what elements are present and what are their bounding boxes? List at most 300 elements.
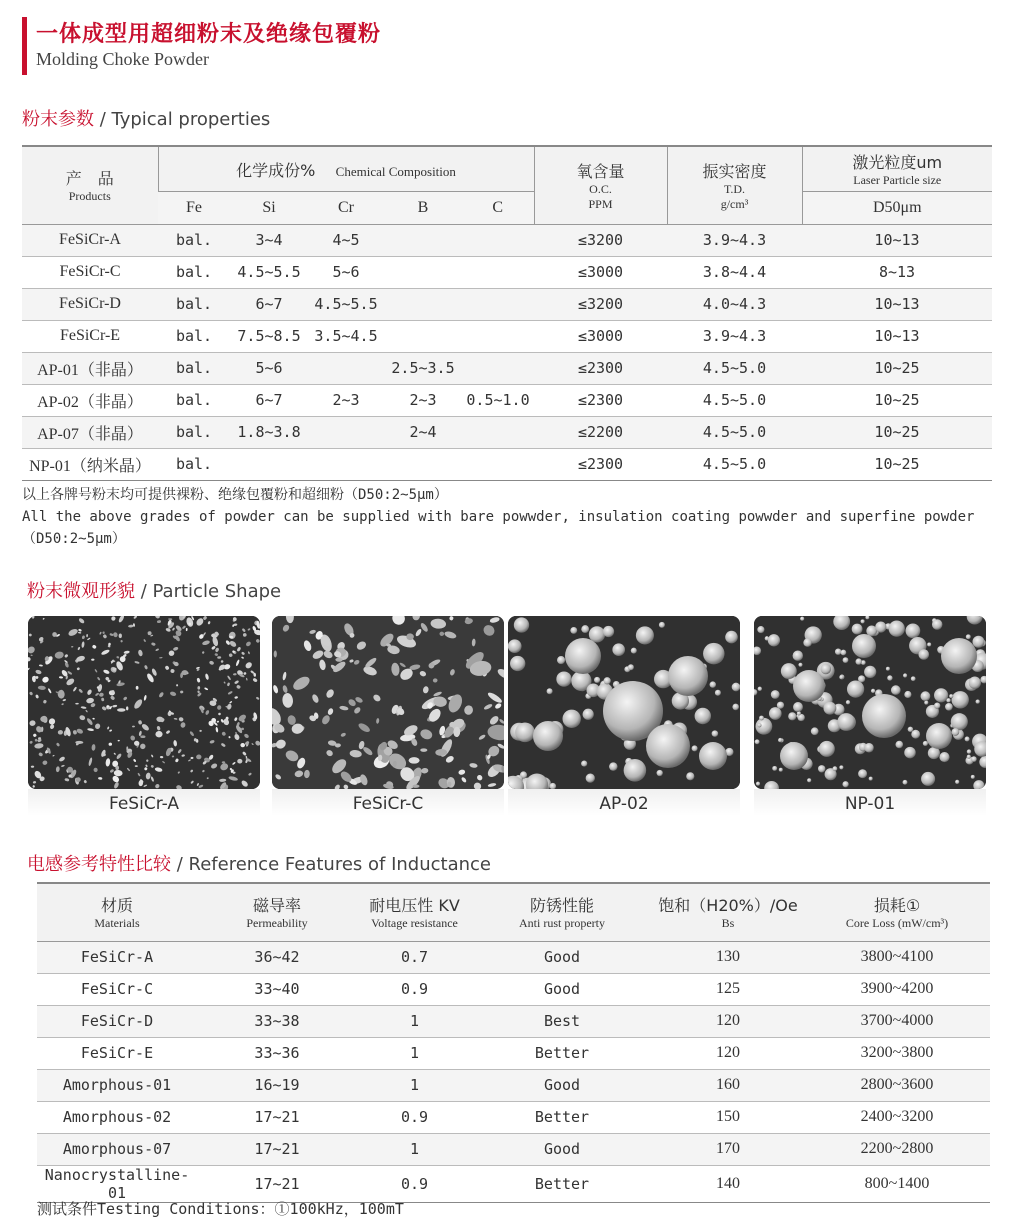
cell-sat: 150	[652, 1101, 804, 1133]
cell-perm: 17~21	[197, 1101, 357, 1133]
particle	[609, 762, 617, 770]
section-reference-features	[27, 850, 491, 876]
cell-volt: 0.9	[357, 1101, 472, 1133]
cell-td: 3.9~4.3	[667, 320, 802, 352]
particle	[906, 623, 921, 638]
cell-c	[462, 256, 534, 288]
cell-d50: 10~25	[802, 448, 992, 480]
cell-loss: 2800~3600	[804, 1069, 990, 1101]
cell-d50: 10~25	[802, 352, 992, 384]
particle	[514, 617, 529, 632]
cell-name: FeSiCr-E	[22, 320, 158, 352]
cell-name: AP-01（非晶）	[22, 352, 158, 384]
th-chemical-composition: 化学成份% Chemical Composition	[158, 146, 534, 192]
particle	[889, 620, 905, 636]
cell-fe: bal.	[158, 448, 230, 480]
cell-sat: 140	[652, 1165, 804, 1202]
particle	[710, 681, 716, 687]
table-row	[22, 384, 992, 416]
particle	[903, 780, 908, 785]
cell-oc: ≤2300	[534, 384, 667, 416]
cell-name: AP-07（非晶）	[22, 416, 158, 448]
cell-loss: 3800~4100	[804, 941, 990, 973]
particle	[557, 656, 565, 664]
particle	[628, 664, 634, 670]
particle	[119, 634, 122, 639]
particle	[798, 663, 802, 667]
particle	[832, 766, 837, 771]
particle	[699, 742, 727, 770]
th-cr: Cr	[308, 192, 384, 224]
cell-td: 4.5~5.0	[667, 352, 802, 384]
particle	[603, 626, 614, 637]
cell-b	[384, 448, 462, 480]
particle	[846, 700, 850, 704]
th-anti-rust: 防锈性能 Anti rust property	[472, 883, 652, 941]
particle	[842, 781, 848, 787]
cell-si: 4.5~5.5	[230, 256, 308, 288]
table-row	[37, 1069, 990, 1101]
particle	[934, 702, 940, 708]
table-row	[37, 1101, 990, 1133]
th-voltage-resistance: 耐电压性 KV Voltage resistance	[357, 883, 472, 941]
particle	[565, 638, 601, 674]
particle	[52, 632, 57, 637]
particle	[911, 730, 920, 739]
particle	[921, 691, 931, 701]
cell-b	[384, 288, 462, 320]
particle	[903, 673, 907, 677]
table-row	[37, 973, 990, 1005]
cell-c: 0.5~1.0	[462, 384, 534, 416]
cell-volt: 1	[357, 1037, 472, 1069]
photo-caption: NP-01	[754, 789, 986, 816]
cell-material: Nanocrystalline-01	[37, 1165, 197, 1202]
cell-cr: 4~5	[308, 224, 384, 256]
particle	[839, 765, 843, 769]
particle	[624, 759, 647, 782]
cell-cr: 5~6	[308, 256, 384, 288]
particle	[140, 735, 145, 738]
cell-d50: 10~13	[802, 320, 992, 352]
cell-sat: 120	[652, 1005, 804, 1037]
table-row	[22, 288, 992, 320]
section-title-cn: 电感参考特性比较	[27, 854, 171, 875]
particle	[852, 624, 863, 635]
cell-rust: Better	[472, 1037, 652, 1069]
table-row	[22, 320, 992, 352]
cell-sat: 125	[652, 973, 804, 1005]
particle	[821, 664, 832, 675]
particle	[934, 688, 948, 702]
cell-si: 1.8~3.8	[230, 416, 308, 448]
cell-volt: 0.9	[357, 973, 472, 1005]
cell-material: FeSiCr-D	[37, 1005, 197, 1037]
particle	[772, 766, 777, 771]
cell-b	[384, 320, 462, 352]
table-row	[22, 448, 992, 480]
cell-loss: 3700~4000	[804, 1005, 990, 1037]
particle	[926, 723, 952, 749]
th-b: B	[384, 192, 462, 224]
particle	[533, 721, 563, 751]
th-fe: Fe	[158, 192, 230, 224]
particle	[856, 658, 862, 664]
cell-sat: 120	[652, 1037, 804, 1069]
section-title-en: Particle Shape	[152, 581, 282, 602]
cell-name: FeSiCr-C	[22, 256, 158, 288]
particle	[858, 675, 865, 682]
particle	[777, 702, 784, 709]
particle	[409, 757, 420, 764]
cell-material: FeSiCr-C	[37, 973, 197, 1005]
particle	[908, 727, 913, 732]
cell-rust: Best	[472, 1005, 652, 1037]
cell-material: Amorphous-07	[37, 1133, 197, 1165]
particle	[932, 619, 942, 629]
cell-loss: 3200~3800	[804, 1037, 990, 1069]
cell-volt: 0.9	[357, 1165, 472, 1202]
particle	[835, 648, 841, 654]
testing-conditions: 测试条件Testing Conditions：①100kHz，100mT	[37, 1200, 404, 1218]
sem-image-np-01	[754, 616, 986, 789]
cell-oc: ≤2300	[534, 352, 667, 384]
table-row	[22, 224, 992, 256]
particle	[967, 749, 971, 753]
th-d50: D50μm	[802, 192, 992, 224]
table-row	[37, 1005, 990, 1037]
table-row	[37, 1037, 990, 1069]
cell-td: 4.5~5.0	[667, 384, 802, 416]
section-particle-shape	[27, 577, 281, 603]
particle	[800, 617, 804, 621]
sem-image-ap-02	[508, 616, 740, 789]
particle	[840, 650, 846, 656]
note-cn: 以上各牌号粉末均可提供裸粉、绝缘包覆粉和超细粉（D50:2~5μm）	[22, 487, 448, 503]
particle	[686, 772, 694, 780]
particle	[847, 680, 864, 697]
sem-image-fesicr-c	[272, 616, 504, 789]
cell-material: FeSiCr-E	[37, 1037, 197, 1069]
cell-loss: 2200~2800	[804, 1133, 990, 1165]
particle	[712, 730, 719, 737]
cell-loss: 2400~3200	[804, 1101, 990, 1133]
particle	[839, 675, 843, 679]
photo-caption: FeSiCr-A	[28, 789, 260, 816]
particle	[949, 694, 953, 698]
cell-cr: 2~3	[308, 384, 384, 416]
cell-perm: 33~40	[197, 973, 357, 1005]
page-subtitle: Molding Choke Powder	[36, 49, 209, 69]
particle	[136, 686, 139, 690]
cell-cr	[308, 448, 384, 480]
title-accent-bar	[22, 17, 27, 75]
particle	[803, 638, 812, 647]
cell-fe: bal.	[158, 224, 230, 256]
particle	[508, 639, 522, 653]
particle	[636, 626, 654, 644]
section-typical-properties	[22, 105, 270, 131]
sem-image-fesicr-a	[28, 616, 260, 789]
particle	[973, 636, 985, 648]
table-row	[22, 416, 992, 448]
cell-b	[384, 256, 462, 288]
particle	[695, 708, 711, 724]
note-en: All the above grades of powder can be supplied with bare powwder, insulation coating powwder and superfine powder（D50:2~5μm）	[22, 509, 975, 547]
particle	[862, 694, 906, 738]
cell-rust: Better	[472, 1101, 652, 1133]
th-core-loss: 损耗① Core Loss (mW/cm³)	[804, 883, 990, 941]
particle	[891, 685, 901, 695]
particle	[861, 619, 865, 623]
particle	[510, 656, 525, 671]
cell-sat: 130	[652, 941, 804, 973]
th-si: Si	[230, 192, 308, 224]
particle	[886, 667, 890, 671]
cell-fe: bal.	[158, 384, 230, 416]
particle	[858, 769, 867, 778]
particle	[788, 712, 796, 720]
cell-oc: ≤3000	[534, 320, 667, 352]
particle	[911, 676, 916, 681]
cell-material: Amorphous-01	[37, 1069, 197, 1101]
cell-cr	[308, 416, 384, 448]
particle	[896, 741, 904, 749]
cell-oc: ≤2200	[534, 416, 667, 448]
th-products: 产 品 Products	[22, 146, 158, 224]
cell-loss: 3900~4200	[804, 973, 990, 1005]
particle	[692, 745, 698, 751]
particle	[515, 722, 535, 742]
particle	[939, 752, 949, 762]
cell-perm: 33~36	[197, 1037, 357, 1069]
cell-td: 4.5~5.0	[667, 448, 802, 480]
particle	[887, 675, 892, 680]
cell-c	[462, 352, 534, 384]
particle	[556, 671, 571, 686]
cell-si: 7.5~8.5	[230, 320, 308, 352]
photo-np-01	[754, 616, 986, 816]
cell-cr: 4.5~5.5	[308, 288, 384, 320]
particle	[725, 631, 738, 644]
cell-sat: 160	[652, 1069, 804, 1101]
particle	[547, 688, 553, 694]
particle	[586, 773, 595, 782]
cell-oc: ≤3000	[534, 256, 667, 288]
particle	[581, 625, 589, 633]
particle	[793, 670, 825, 702]
cell-si: 6~7	[230, 384, 308, 416]
particle	[811, 727, 819, 735]
th-permeability: 磁导率 Permeability	[197, 883, 357, 941]
particle	[117, 708, 126, 711]
particle	[759, 716, 764, 721]
photo-ap-02	[508, 616, 740, 816]
cell-fe: bal.	[158, 352, 230, 384]
particle	[869, 777, 873, 781]
th-materials: 材质 Materials	[37, 883, 197, 941]
particle	[965, 737, 970, 742]
cell-rust: Better	[472, 1165, 652, 1202]
particle	[563, 710, 581, 728]
particle	[646, 724, 690, 768]
th-oxygen-content: 氧含量 O.C. PPM	[534, 146, 667, 224]
photo-fesicr-c	[272, 616, 504, 816]
typical-properties-table	[22, 145, 992, 481]
cell-volt: 1	[357, 1005, 472, 1037]
cell-si: 6~7	[230, 288, 308, 320]
cell-loss: 800~1400	[804, 1165, 990, 1202]
particle	[952, 691, 969, 708]
cell-c	[462, 320, 534, 352]
particle	[971, 775, 975, 779]
particle	[927, 642, 931, 646]
particle	[757, 723, 761, 727]
particle	[583, 709, 594, 720]
particle	[871, 689, 875, 693]
cell-d50: 8~13	[802, 256, 992, 288]
particle	[852, 634, 876, 658]
particle-photos	[28, 616, 990, 816]
particle	[843, 657, 849, 663]
cell-volt: 1	[357, 1133, 472, 1165]
particle	[793, 650, 803, 660]
th-saturation: 饱和（H20%）/Oe Bs	[652, 883, 804, 941]
cell-d50: 10~13	[802, 288, 992, 320]
particle	[924, 701, 928, 705]
th-laser-particle-size: 激光粒度um Laser Particle size	[802, 146, 992, 192]
particle	[941, 638, 977, 674]
cell-cr: 3.5~4.5	[308, 320, 384, 352]
cell-volt: 0.7	[357, 941, 472, 973]
particle	[570, 627, 577, 634]
particle	[668, 656, 708, 696]
particle	[732, 704, 739, 711]
particle	[604, 677, 611, 684]
particle	[146, 759, 148, 762]
particle	[818, 765, 825, 772]
particle	[904, 691, 911, 698]
cell-perm: 17~21	[197, 1165, 357, 1202]
particle	[864, 743, 874, 753]
cell-cr	[308, 352, 384, 384]
cell-c	[462, 448, 534, 480]
cell-d50: 10~25	[802, 416, 992, 448]
particle	[919, 649, 930, 660]
cell-sat: 170	[652, 1133, 804, 1165]
section-sep: /	[135, 581, 153, 602]
particle	[904, 747, 915, 758]
particle	[126, 706, 128, 710]
particle	[755, 739, 760, 744]
photo-caption: FeSiCr-C	[272, 789, 504, 816]
cell-perm: 33~38	[197, 1005, 357, 1037]
cell-td: 4.0~4.3	[667, 288, 802, 320]
cell-b: 2~4	[384, 416, 462, 448]
cell-perm: 17~21	[197, 1133, 357, 1165]
particle	[955, 780, 959, 784]
cell-c	[462, 224, 534, 256]
table-row	[37, 941, 990, 973]
cell-rust: Good	[472, 941, 652, 973]
particle	[921, 772, 935, 786]
particle	[631, 648, 637, 654]
table-row	[37, 1133, 990, 1165]
photo-fesicr-a	[28, 616, 260, 816]
cell-b: 2.5~3.5	[384, 352, 462, 384]
particle	[778, 738, 782, 742]
photo-caption: AP-02	[508, 789, 740, 816]
cell-rust: Good	[472, 1133, 652, 1165]
cell-name: AP-02（非晶）	[22, 384, 158, 416]
particle	[659, 622, 665, 628]
cell-td: 3.9~4.3	[667, 224, 802, 256]
cell-fe: bal.	[158, 416, 230, 448]
cell-d50: 10~13	[802, 224, 992, 256]
particle	[945, 703, 953, 711]
particle	[837, 713, 855, 731]
particle	[715, 690, 721, 696]
particle	[758, 687, 762, 691]
particle	[807, 778, 811, 782]
particle	[768, 634, 780, 646]
particle	[864, 666, 876, 678]
section-title-en: Reference Features of Inductance	[188, 854, 491, 875]
cell-name: NP-01（纳米晶）	[22, 448, 158, 480]
particle	[976, 699, 980, 703]
cell-perm: 36~42	[197, 941, 357, 973]
particle	[732, 683, 740, 692]
particle	[780, 742, 808, 770]
cell-name: FeSiCr-D	[22, 288, 158, 320]
th-tap-density: 振实密度 T.D. g/cm³	[667, 146, 802, 224]
cell-material: FeSiCr-A	[37, 941, 197, 973]
cell-oc: ≤2300	[534, 448, 667, 480]
section-title-cn: 粉末微观形貌	[27, 581, 135, 602]
cell-oc: ≤3200	[534, 224, 667, 256]
section-sep: /	[171, 854, 189, 875]
th-c: C	[462, 192, 534, 224]
particle	[951, 713, 968, 730]
particle	[971, 756, 977, 762]
cell-c	[462, 416, 534, 448]
particle	[769, 707, 782, 720]
cell-si: 5~6	[230, 352, 308, 384]
particle	[823, 702, 836, 715]
particle	[819, 741, 835, 757]
page-title: 一体成型用超细粉末及绝缘包覆粉	[36, 22, 382, 47]
particle	[875, 622, 886, 633]
particle	[757, 626, 764, 633]
cell-fe: bal.	[158, 256, 230, 288]
particle	[612, 643, 625, 656]
cell-fe: bal.	[158, 288, 230, 320]
cell-material: Amorphous-02	[37, 1101, 197, 1133]
particle	[779, 768, 783, 772]
cell-td: 3.8~4.4	[667, 256, 802, 288]
section-title-en: Typical properties	[111, 109, 271, 130]
section-title-cn: 粉末参数	[22, 109, 94, 130]
table-row	[22, 256, 992, 288]
particle	[969, 677, 981, 689]
section-sep: /	[94, 109, 112, 130]
cell-si	[230, 448, 308, 480]
cell-si: 3~4	[230, 224, 308, 256]
cell-fe: bal.	[158, 320, 230, 352]
particle	[771, 690, 780, 699]
cell-rust: Good	[472, 1069, 652, 1101]
particle	[657, 770, 663, 776]
